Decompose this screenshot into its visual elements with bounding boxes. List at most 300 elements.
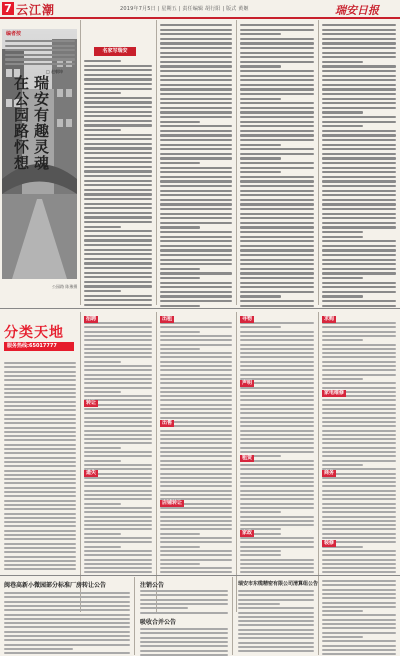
text-line (84, 528, 152, 530)
text-line (322, 88, 396, 90)
text-line (322, 481, 396, 483)
text-line (322, 65, 396, 67)
text-line (240, 61, 314, 63)
text-line (160, 511, 232, 513)
text-line (240, 516, 314, 518)
text-line (322, 571, 396, 573)
text-line (4, 639, 130, 641)
text-line (84, 442, 152, 444)
text-line (160, 121, 200, 123)
text-line (4, 405, 76, 407)
text-line (84, 494, 152, 496)
text-line (322, 640, 396, 642)
text-line (160, 153, 232, 155)
text-line (322, 194, 396, 196)
notice-title-2: 注销公告 (140, 582, 165, 589)
text-line (4, 601, 130, 603)
classified-category-tag: 寻物 (242, 316, 253, 322)
text-line (240, 277, 314, 279)
text-line (322, 139, 396, 141)
text-line (84, 369, 152, 371)
text-line (240, 111, 314, 113)
text-line (160, 408, 232, 410)
text-line (84, 147, 152, 149)
text-line (240, 199, 314, 201)
text-line (240, 121, 314, 123)
page-header (0, 0, 400, 17)
text-line (240, 98, 281, 100)
text-line (240, 395, 314, 397)
text-line (160, 494, 232, 496)
text-line (160, 563, 200, 565)
text-line (84, 507, 152, 509)
text-line (160, 541, 232, 543)
text-line (4, 530, 76, 532)
text-line (84, 378, 152, 380)
text-line (84, 198, 152, 200)
text-line (4, 418, 76, 420)
text-line (240, 213, 314, 215)
text-line (160, 374, 232, 376)
text-line (322, 511, 396, 513)
text-line (160, 417, 232, 419)
text-line (240, 231, 314, 233)
text-line (4, 470, 76, 472)
text-line (160, 162, 200, 164)
text-line (322, 374, 396, 376)
text-line (240, 236, 314, 238)
text-line (240, 268, 314, 270)
classified-category-tag: 招聘 (86, 316, 97, 322)
text-line (4, 465, 76, 467)
text-line (240, 412, 314, 414)
text-line (160, 460, 232, 462)
text-line (240, 490, 314, 492)
text-line (240, 42, 314, 44)
text-line (240, 125, 314, 127)
text-line (4, 366, 76, 368)
text-line (322, 84, 396, 86)
text-line (322, 29, 396, 31)
text-line (160, 481, 232, 483)
text-line (160, 29, 232, 31)
text-line (240, 511, 281, 513)
text-line (322, 516, 396, 518)
text-line (84, 481, 152, 483)
text-line (322, 213, 396, 215)
text-line (84, 438, 152, 440)
text-line (160, 571, 232, 573)
text-line (4, 648, 73, 650)
classified-title: 分类天地 (4, 325, 64, 341)
text-line (84, 124, 152, 126)
text-line (240, 567, 314, 569)
text-line (4, 478, 76, 480)
text-line (4, 487, 76, 489)
text-line (322, 434, 396, 436)
text-line (322, 614, 396, 616)
text-line (160, 272, 232, 274)
text-line (322, 636, 363, 638)
text-line (240, 520, 314, 522)
text-line (160, 537, 232, 539)
text-line (240, 541, 314, 543)
text-line (322, 335, 396, 337)
text-line (84, 166, 152, 168)
text-line (160, 387, 232, 389)
text-line (84, 490, 152, 492)
text-line (84, 326, 152, 328)
text-line (240, 352, 314, 354)
text-line (140, 632, 228, 634)
text-line (322, 584, 396, 586)
text-line (160, 213, 232, 215)
text-line (4, 422, 76, 424)
text-line (4, 631, 130, 633)
text-line (322, 254, 396, 256)
text-line (84, 69, 152, 71)
text-line (140, 594, 228, 596)
text-line (160, 24, 232, 26)
text-line (322, 277, 363, 279)
text-line (322, 70, 396, 72)
text-line (160, 236, 232, 238)
text-line (160, 485, 232, 487)
text-line (322, 438, 396, 440)
text-line (4, 534, 76, 536)
text-line (322, 47, 396, 49)
text-line (160, 434, 232, 436)
text-line (84, 258, 152, 260)
text-line (4, 491, 76, 493)
text-line (160, 33, 232, 35)
text-line (240, 203, 314, 205)
text-line (322, 537, 396, 539)
text-line (240, 344, 314, 346)
text-line (84, 120, 152, 122)
text-line (240, 537, 314, 539)
text-line (4, 384, 76, 386)
text-line (84, 175, 152, 177)
text-line (160, 217, 232, 219)
text-line (4, 538, 76, 540)
text-line (160, 75, 232, 77)
text-line (84, 352, 152, 354)
text-line (240, 148, 314, 150)
text-line (84, 430, 152, 432)
classified-category-tag: 店铺转让 (162, 500, 183, 506)
text-line (84, 447, 121, 449)
text-line (240, 464, 314, 466)
text-line (84, 537, 152, 539)
text-line (160, 430, 232, 432)
text-line (84, 180, 152, 182)
text-line (140, 603, 228, 605)
text-line (322, 533, 396, 535)
text-line (84, 221, 152, 223)
text-line (84, 554, 152, 556)
text-line (322, 606, 396, 608)
text-line (322, 597, 396, 599)
text-line (84, 477, 152, 479)
col-rule (80, 20, 81, 305)
text-line (238, 637, 314, 639)
text-line (240, 550, 281, 552)
text-line (160, 180, 232, 182)
col-rule (156, 20, 157, 305)
text-line (160, 47, 232, 49)
text-line (240, 554, 281, 556)
text-line (240, 356, 314, 358)
text-line (322, 382, 396, 384)
text-line (160, 139, 232, 141)
text-line (240, 162, 314, 164)
text-line (240, 226, 314, 228)
text-line (84, 134, 152, 136)
classified-category-tag: 遗失 (86, 470, 97, 476)
notice-rule (0, 575, 400, 576)
page-number: 7 (2, 2, 14, 15)
text-line (240, 524, 314, 526)
text-line (140, 645, 228, 647)
text-line (84, 170, 152, 172)
text-line (160, 365, 232, 367)
text-line (84, 97, 152, 99)
text-line (322, 507, 396, 509)
text-line (4, 474, 76, 476)
text-line (160, 567, 232, 569)
text-line (84, 65, 152, 67)
text-line (238, 646, 314, 648)
text-line (160, 369, 232, 371)
text-line (4, 482, 76, 484)
text-line (240, 447, 314, 449)
text-line (160, 477, 232, 479)
text-line (240, 300, 314, 302)
text-line (238, 603, 280, 605)
notice-title-3: 吸收合并公告 (140, 619, 177, 626)
text-line (160, 451, 232, 453)
text-line (4, 626, 130, 628)
text-line (160, 464, 232, 466)
text-line (84, 520, 152, 522)
text-line (322, 649, 396, 651)
text-line (322, 56, 396, 58)
text-line (322, 268, 396, 270)
text-line (240, 425, 314, 427)
text-line (240, 222, 314, 224)
text-line (160, 259, 232, 261)
editor-note-label: 编者按 (6, 31, 22, 37)
text-line (160, 226, 200, 228)
text-line (240, 254, 314, 256)
text-line (240, 130, 314, 132)
text-line (84, 239, 152, 241)
text-line (84, 207, 152, 209)
text-line (84, 276, 152, 278)
text-line (84, 451, 152, 453)
text-line (160, 356, 232, 358)
text-line (240, 339, 314, 341)
text-line (240, 477, 314, 479)
text-line (322, 408, 396, 410)
text-line (240, 56, 314, 58)
text-line (322, 295, 363, 297)
text-line (160, 339, 232, 341)
text-line (160, 528, 232, 530)
text-line (240, 190, 314, 192)
text-line (322, 589, 396, 591)
text-line (240, 139, 314, 141)
text-line (5, 63, 75, 65)
text-line (322, 412, 396, 414)
text-line (4, 513, 76, 515)
text-line (322, 498, 396, 500)
text-line (160, 130, 232, 132)
text-line (160, 102, 232, 104)
header-rule (0, 17, 400, 19)
text-line (4, 644, 130, 646)
text-line (322, 563, 396, 565)
text-line (5, 54, 75, 56)
text-line (240, 559, 314, 561)
text-line (322, 503, 396, 505)
text-line (84, 335, 152, 337)
text-line (160, 344, 232, 346)
text-line (4, 448, 76, 450)
text-line (160, 52, 232, 54)
text-line (322, 236, 363, 238)
text-line (322, 52, 396, 54)
text-line (160, 245, 232, 247)
text-line (322, 627, 396, 629)
text-line (240, 217, 314, 219)
classified-category-tag: 租赁 (242, 455, 253, 461)
text-line (84, 498, 152, 500)
text-line (84, 101, 152, 103)
text-line (322, 331, 396, 333)
text-line (84, 285, 152, 287)
text-line (322, 144, 396, 146)
text-line (160, 305, 200, 307)
text-line (240, 305, 314, 307)
text-line (240, 88, 314, 90)
text-line (4, 375, 76, 377)
text-line (160, 447, 232, 449)
text-line (160, 286, 232, 288)
text-line (160, 148, 232, 150)
text-line (322, 231, 363, 233)
text-line (84, 485, 152, 487)
text-line (238, 650, 314, 652)
text-line (322, 554, 396, 556)
text-line (4, 568, 76, 570)
text-line (322, 632, 396, 634)
text-line (322, 352, 396, 354)
classified-category-tag: 家电维修 (324, 390, 345, 396)
text-line (160, 300, 232, 302)
text-line (5, 58, 75, 60)
text-line (84, 550, 152, 552)
text-line (322, 524, 396, 526)
text-line (322, 38, 396, 40)
text-line (4, 388, 76, 390)
text-line (160, 473, 232, 475)
text-line (322, 24, 396, 26)
text-line (4, 461, 76, 463)
text-line (322, 167, 396, 169)
text-line (160, 524, 232, 526)
text-line (4, 560, 76, 562)
notice-title-1: 闽巷高新小微园部分标准厂房转让公告 (4, 582, 107, 589)
text-line (160, 157, 232, 159)
text-line (322, 107, 396, 109)
newspaper-logo: 瑞安日报 (335, 4, 379, 17)
text-line (84, 92, 121, 94)
text-line (160, 167, 232, 169)
text-line (160, 240, 232, 242)
classified-category-tag: 声明 (242, 380, 253, 386)
text-line (140, 599, 228, 601)
text-line (160, 176, 232, 178)
text-line (240, 185, 314, 187)
text-line (84, 344, 152, 346)
text-line (160, 116, 232, 118)
text-line (240, 33, 281, 35)
notice-title-4: 瑞安市东缆精密有限公司清算组公告 (238, 581, 319, 587)
text-line (322, 425, 396, 427)
text-line (240, 176, 314, 178)
text-line (4, 543, 76, 545)
text-line (84, 189, 152, 191)
text-line (240, 84, 314, 86)
text-line (240, 180, 314, 182)
text-line (84, 516, 152, 518)
classified-category-tag: 出售 (162, 420, 173, 426)
text-line (322, 623, 396, 625)
text-line (4, 435, 76, 437)
text-line (240, 102, 314, 104)
classified-hotline: 服务热线:65017777 (4, 342, 74, 351)
text-line (84, 559, 152, 561)
text-line (240, 47, 314, 49)
text-line (160, 554, 232, 556)
classified-category-tag: 求购 (324, 316, 335, 322)
text-line (84, 421, 152, 423)
text-line (4, 392, 76, 394)
text-line (160, 208, 232, 210)
text-line (84, 281, 152, 283)
text-line (322, 208, 396, 210)
text-line (84, 290, 121, 292)
text-line (160, 70, 232, 72)
section-title: 云江潮 (16, 3, 56, 17)
text-line (240, 326, 281, 328)
text-line (4, 605, 130, 607)
text-line (160, 352, 232, 354)
text-line (140, 650, 228, 652)
text-line (160, 438, 232, 440)
text-line (322, 339, 363, 341)
text-line (240, 144, 281, 146)
text-line (4, 495, 76, 497)
text-line (4, 439, 76, 441)
text-line (84, 161, 152, 163)
text-line (160, 395, 232, 397)
text-line (160, 84, 232, 86)
text-line (160, 171, 232, 173)
text-line (240, 194, 314, 196)
